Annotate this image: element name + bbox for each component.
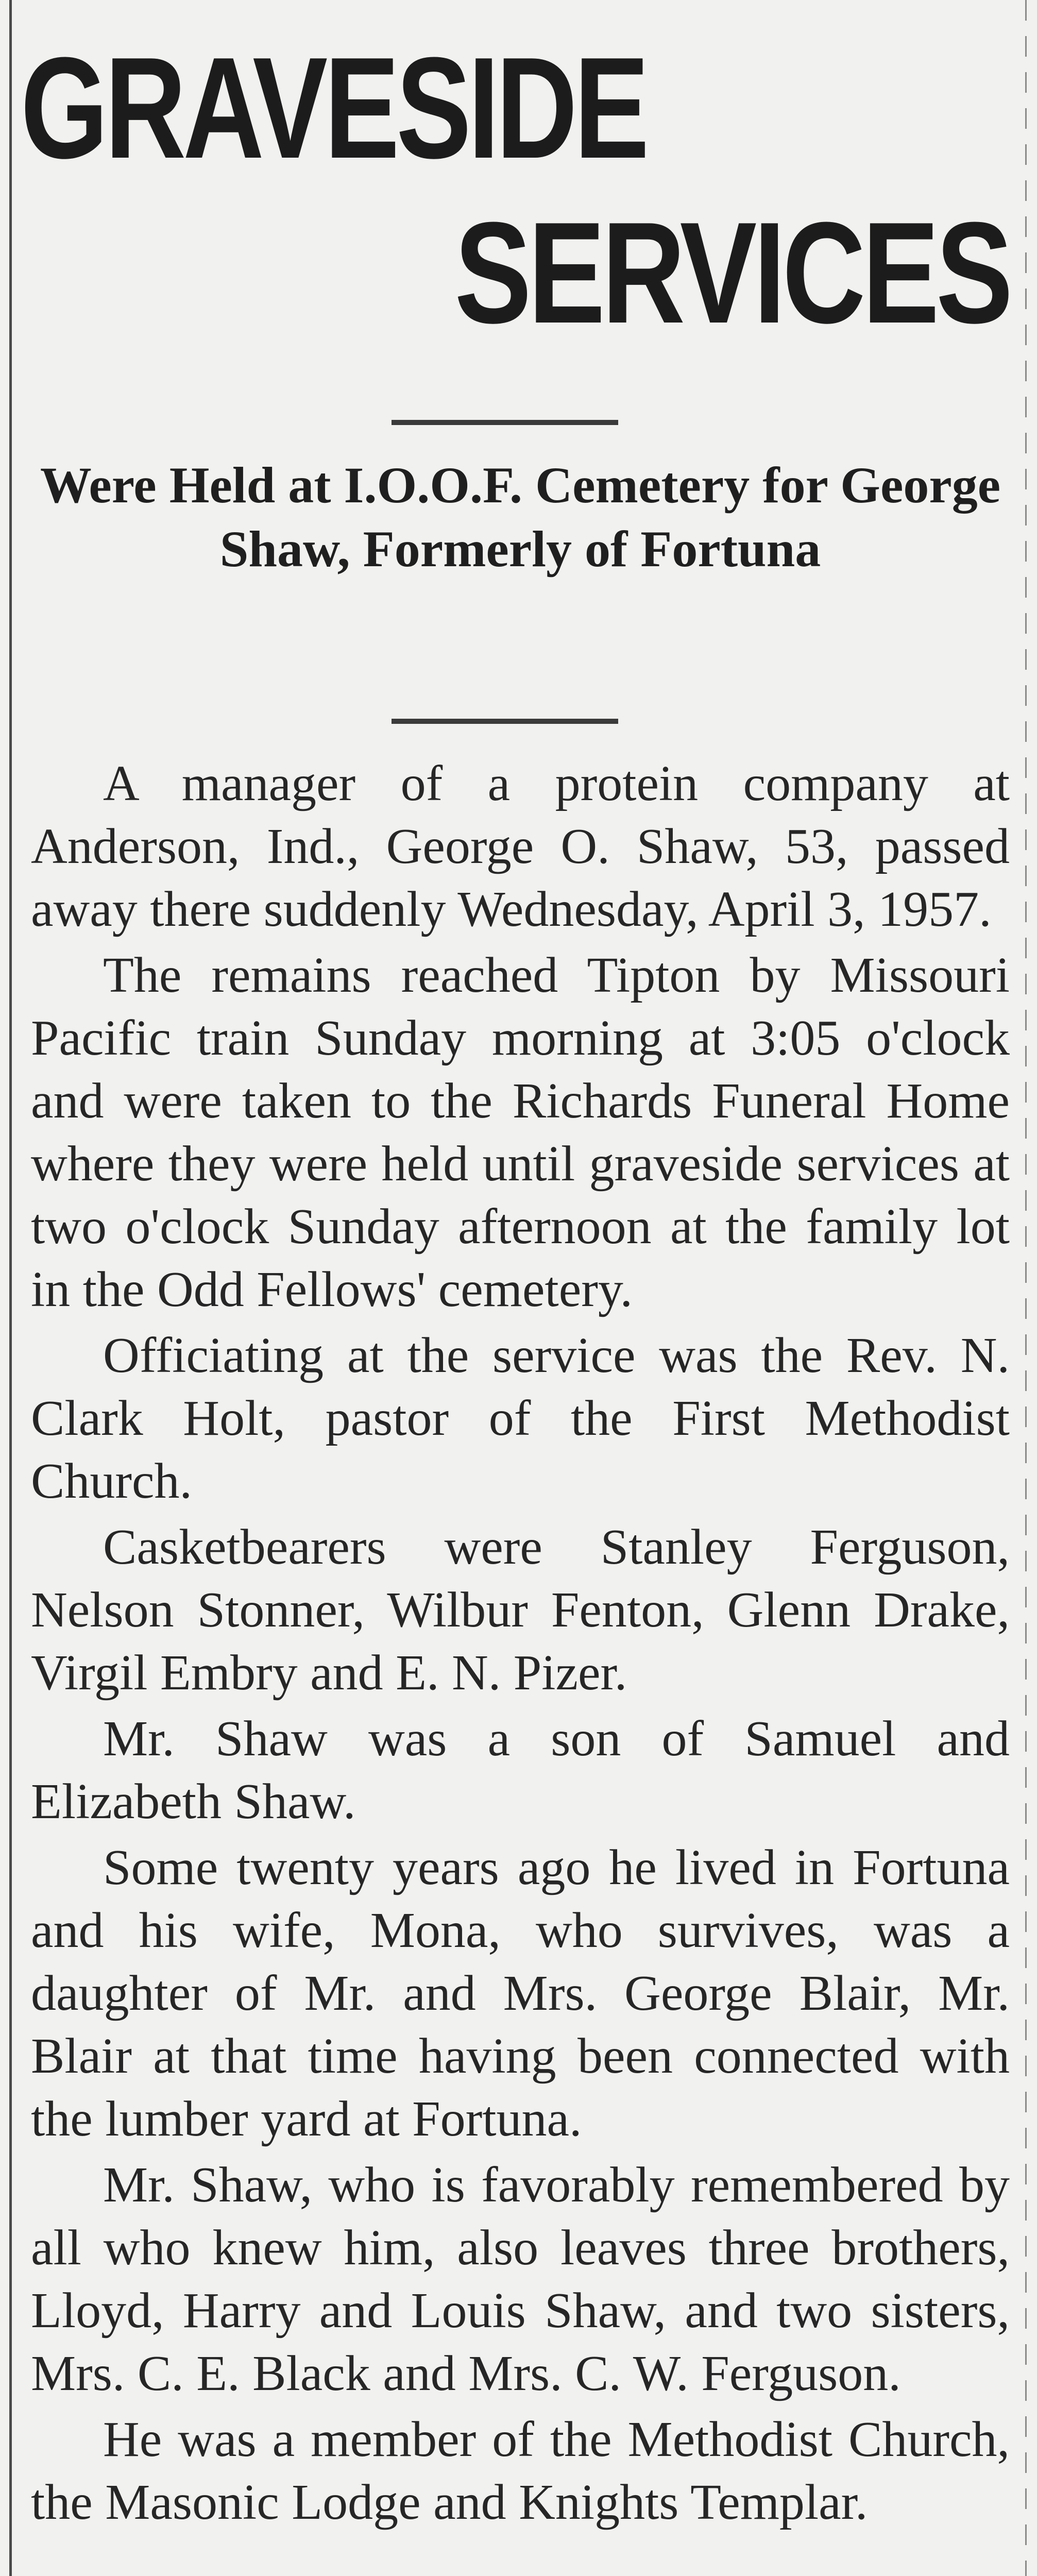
column-rule-right: [1025, 0, 1027, 2576]
divider-bottom: [392, 719, 618, 724]
paragraph: Mr. Shaw was a son of Samuel and Elizabeth Shaw.: [31, 1711, 1010, 1829]
subheadline: Were Held at I.O.O.F. Cemetery for George Shaw, Formerly of Fortuna: [40, 456, 1001, 578]
headline: [21, 28, 1015, 361]
paragraph: The remains reached Tipton by Missouri Pacific train Sunday morning at 3:05 o'clock and were taken to the Richards Funeral Home where they were held until graveside services at two o'clock Sunday afternoon at the family lot in the Odd Fellows' cemetery.: [31, 947, 1010, 1317]
paragraph: A manager of a protein company at Anderson, Ind., George O. Shaw, 53, passed away there suddenly Wednesday, April 3, 1957.: [31, 756, 1010, 937]
paragraph: He was a member of the Methodist Church, the Masonic Lodge and Knights Templar.: [31, 2412, 1010, 2530]
column-rule-left: [9, 0, 12, 2576]
paragraph: Some twenty years ago he lived in Fortuna and his wife, Mona, who survives, was a daughter of Mr. and Mrs. George Blair, Mr. Blair at that time having been connected with the lumber yard at Fortuna.: [31, 1840, 1010, 2147]
headline-line-1: GRAVESIDE: [21, 28, 647, 189]
paragraph: Casketbearers were Stanley Ferguson, Nelson Stonner, Wilbur Fenton, Glenn Drake, Virgil Embry and E. N. Pizer.: [31, 1519, 1010, 1701]
article-body: [31, 752, 1010, 2537]
headline-line-2: SERVICES: [454, 193, 1010, 353]
paragraph: Officiating at the service was the Rev. N. Clark Holt, pastor of the First Methodist Church.: [31, 1328, 1010, 1509]
paragraph: Mr. Shaw, who is favorably remembered by all who knew him, also leaves three brothers, Lloyd, Harry and Louis Shaw, and two sisters, Mrs. C. E. Black and Mrs. C. W. Ferguson.: [31, 2157, 1010, 2401]
divider-top: [392, 420, 618, 425]
